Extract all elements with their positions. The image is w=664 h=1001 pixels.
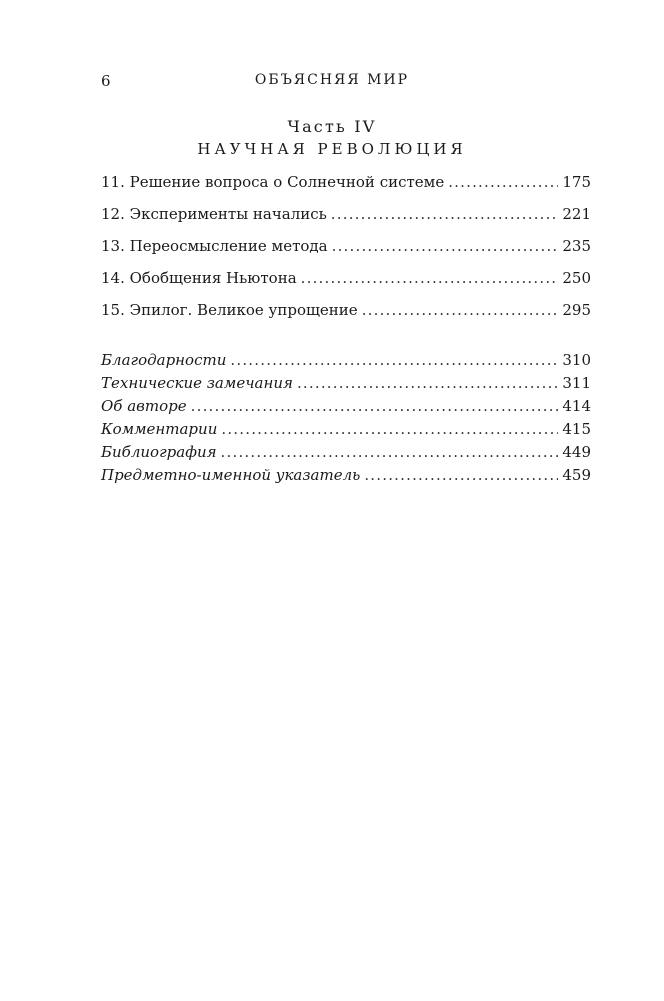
toc-entry-page: 250 bbox=[562, 269, 591, 287]
toc-entry-page: 449 bbox=[562, 443, 591, 461]
part-label: Часть IV bbox=[287, 117, 377, 136]
toc-entry-chapter-14 bbox=[101, 269, 591, 301]
toc-entry-index bbox=[101, 466, 591, 489]
toc-entry-title: Об авторе bbox=[101, 397, 187, 415]
toc-entry-title: Предметно-именной указатель bbox=[101, 466, 361, 484]
toc-entry-title: Технические замечания bbox=[101, 374, 293, 392]
toc-entry-page: 221 bbox=[562, 205, 591, 223]
back-matter-list bbox=[101, 351, 591, 489]
dot-leader bbox=[301, 269, 559, 287]
toc-entry-page: 311 bbox=[562, 374, 591, 392]
toc-entry-title: Комментарии bbox=[101, 420, 218, 438]
toc-entry-chapter-11 bbox=[101, 173, 591, 205]
toc-entry-title: 13. Переосмысление метода bbox=[101, 237, 328, 255]
dot-leader bbox=[448, 173, 558, 191]
dot-leader bbox=[221, 443, 559, 461]
toc-entry-chapter-15 bbox=[101, 301, 591, 333]
toc-entry-page: 414 bbox=[562, 397, 591, 415]
toc-entry-title: 15. Эпилог. Великое упрощение bbox=[101, 301, 358, 319]
toc-entry-title: Библиография bbox=[101, 443, 217, 461]
page-number: 6 bbox=[101, 72, 112, 90]
toc-entry-page: 415 bbox=[562, 420, 591, 438]
running-head: ОБЪЯСНЯЯ МИР bbox=[254, 72, 410, 88]
toc-entry-page: 459 bbox=[562, 466, 591, 484]
chapter-list bbox=[101, 173, 591, 333]
dot-leader bbox=[364, 466, 558, 484]
toc-entry-technical-notes bbox=[101, 374, 591, 397]
toc-entry-page: 310 bbox=[562, 351, 591, 369]
dot-leader bbox=[331, 205, 559, 223]
toc-entry-page: 295 bbox=[562, 301, 591, 319]
toc-entry-title: Благодарности bbox=[101, 351, 227, 369]
toc-entry-page: 235 bbox=[562, 237, 591, 255]
toc-entry-about-author bbox=[101, 397, 591, 420]
toc-entry-acknowledgements bbox=[101, 351, 591, 374]
toc-entry-title: 14. Обобщения Ньютона bbox=[101, 269, 297, 287]
dot-leader bbox=[191, 397, 559, 415]
toc-entry-bibliography bbox=[101, 443, 591, 466]
toc-entry-chapter-13 bbox=[101, 237, 591, 269]
dot-leader bbox=[332, 237, 559, 255]
toc-entry-title: 11. Решение вопроса о Солнечной системе bbox=[101, 173, 445, 191]
part-title: НАУЧНАЯ РЕВОЛЮЦИЯ bbox=[197, 140, 467, 158]
toc-entry-title: 12. Эксперименты начались bbox=[101, 205, 327, 223]
toc-entry-chapter-12 bbox=[101, 205, 591, 237]
dot-leader bbox=[362, 301, 559, 319]
dot-leader bbox=[230, 351, 558, 369]
toc-entry-comments bbox=[101, 420, 591, 443]
dot-leader bbox=[221, 420, 558, 438]
dot-leader bbox=[297, 374, 558, 392]
toc-entry-page: 175 bbox=[562, 173, 591, 191]
